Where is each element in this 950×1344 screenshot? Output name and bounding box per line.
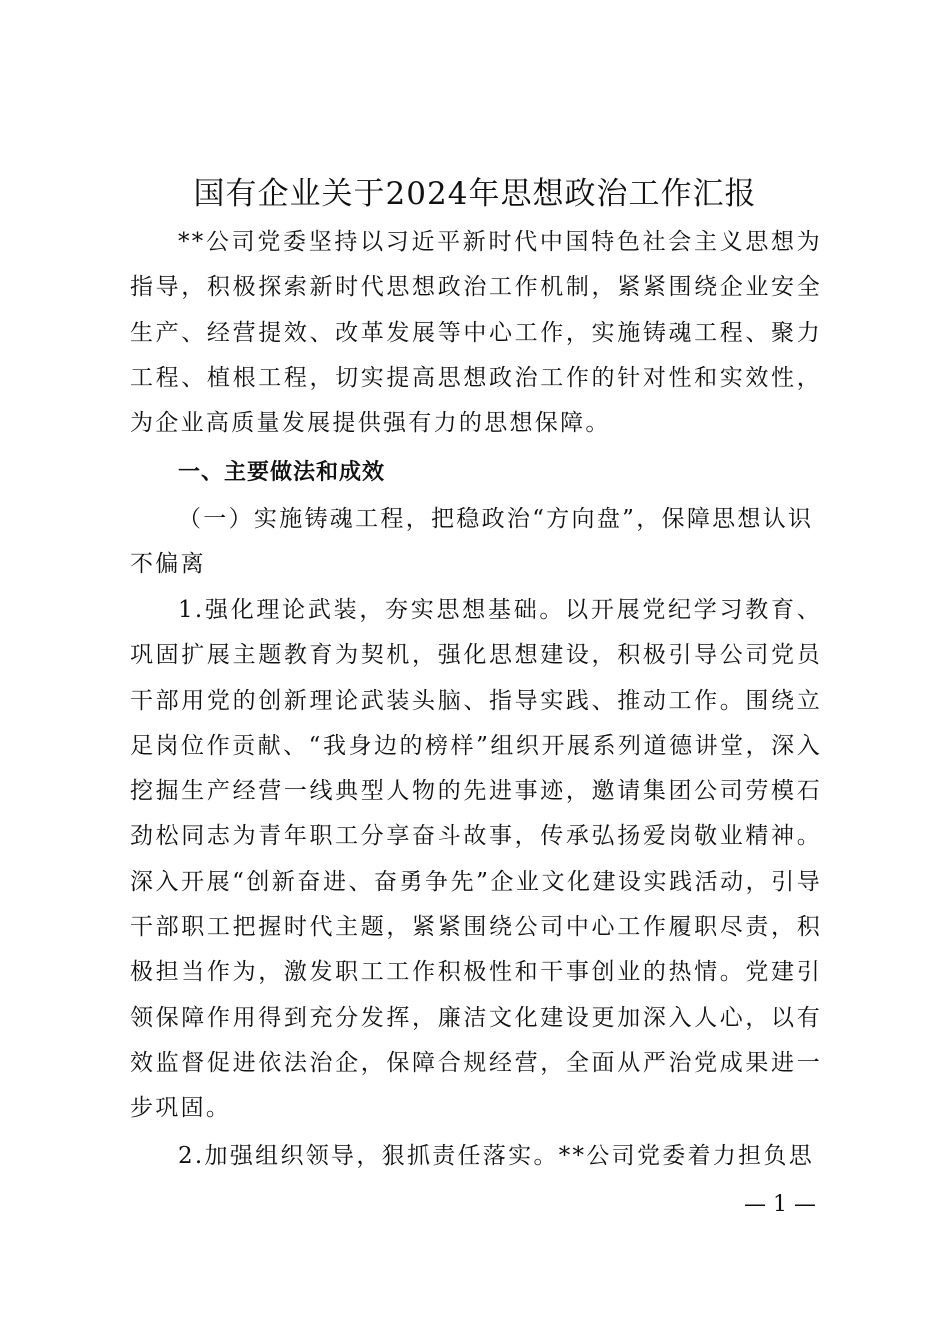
subsection-heading: （一）实施铸魂工程，把稳政治“方向盘”，保障思想认识不偏离 [130, 506, 814, 578]
body-paragraph-2: 2.加强组织领导，狠抓责任落实。**公司党委着力担负思 [178, 1143, 815, 1169]
section-heading: 一、主要做法和成效 [178, 460, 386, 485]
body-paragraph-1: 1.强化理论武装，夯实思想基础。以开展党纪学习教育、巩固扩展主题教育为契机，强化思想建设，积极引导公司党员干部用党的创新理论武装头脑、指导实践、推动工作。围绕立足岗位作贡献、“我身边的榜样”组织开展系列道德讲堂，深入挖掘生产经营一线典型人物的先进事迹，邀请集团公司劳模石劲松同志为青年职工分享奋斗故事，传承弘扬爱岗敬业精神。深入开展“创新奋进、奋勇争先”企业文化建设实践活动，引导干部职工把握时代主题，紧紧围绕公司中心工作履职尽责，积极担当作为，激发职工工作积极性和干事创业的热情。党建引领保障作用得到充分发挥，廉洁文化建设更加深入人心，以有效监督促进依法治企，保障合规经营，全面从严治党成果进一步巩固。 [130, 597, 822, 1122]
document-title: 国有企业关于2024年思想政治工作汇报 [193, 176, 757, 212]
page-number: — 1 — [744, 1192, 816, 1217]
intro-paragraph: **公司党委坚持以习近平新时代中国特色社会主义思想为指导，积极探索新时代思想政治工作机制，紧紧围绕企业安全生产、经营提效、改革发展等中心工作，实施铸魂工程、聚力工程、植根工程，切实提高思想政治工作的针对性和实效性，为企业高质量发展提供强有力的思想保障。 [130, 229, 822, 437]
